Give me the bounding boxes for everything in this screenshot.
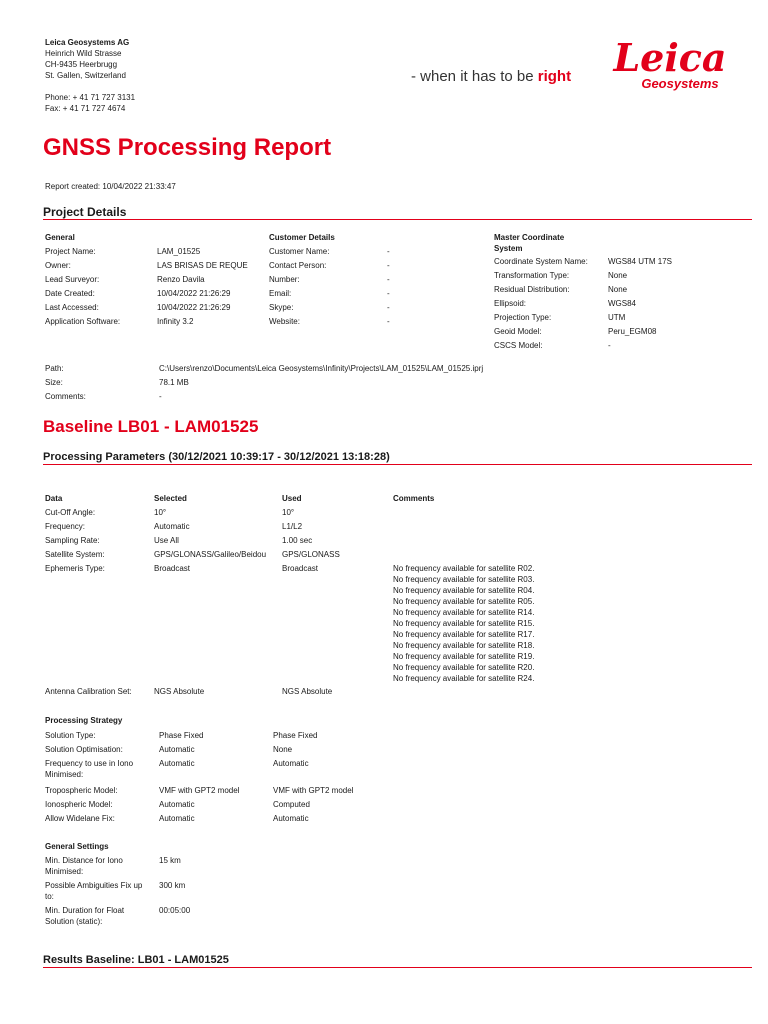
strategy-cell: VMF with GPT2 model [159, 786, 240, 795]
data-table-cell: Ephemeris Type: [45, 564, 105, 573]
general-settings-cell: 00:05:00 [159, 906, 191, 915]
comment-line: No frequency available for satellite R02. [393, 564, 535, 573]
master-cell: CSCS Model: [494, 341, 543, 350]
strategy-cell: Solution Type: [45, 731, 96, 740]
company-phone: Phone: + 41 71 727 3131 [45, 93, 136, 102]
strategy-cell: Phase Fixed [159, 731, 204, 740]
report-created: Report created: 10/04/2022 21:33:47 [45, 182, 176, 191]
customer-cell: - [387, 289, 390, 298]
comment-line: No frequency available for satellite R15. [393, 619, 535, 628]
strategy-cell: Tropospheric Model: [45, 786, 118, 795]
project-extra-cell: Size: [45, 378, 63, 387]
customer-cell: Contact Person: [269, 261, 327, 270]
tagline [411, 68, 571, 85]
comment-line: No frequency available for satellite R04. [393, 586, 535, 595]
data-table-cell: 10° [154, 508, 167, 517]
customer-cell: Skype: [269, 303, 294, 312]
data-table-header: Selected [154, 494, 187, 503]
project-extra-cell: Comments: [45, 392, 86, 401]
strategy-cell: Automatic [159, 800, 195, 809]
data-table-cell: Cut-Off Angle: [45, 508, 96, 517]
strategy-cell: Ionospheric Model: [45, 800, 113, 809]
comment-line: No frequency available for satellite R17. [393, 630, 535, 639]
report-title: GNSS Processing Report [43, 134, 332, 161]
project-extra-cell: Path: [45, 364, 64, 373]
general-cell: Infinity 3.2 [157, 317, 194, 326]
general-cell: LAS BRISAS DE REQUE [157, 261, 248, 270]
master-cell: Projection Type: [494, 313, 552, 322]
processing-parameters-rule [43, 464, 752, 465]
strategy-cell: VMF with GPT2 model [273, 786, 354, 795]
project-extra-cell: - [159, 392, 162, 401]
customer-cell: - [387, 275, 390, 284]
logo-word: Leica [613, 35, 727, 80]
master-cell: Coordinate System Name: [494, 257, 588, 266]
data-table-cell: Sampling Rate: [45, 536, 100, 545]
master-heading-line1: Master Coordinate [494, 233, 565, 242]
tagline-text: - when it has to be [411, 68, 538, 85]
master-cell: Ellipsoid: [494, 299, 527, 308]
data-table-header: Used [282, 494, 302, 503]
data-table-cell: Frequency: [45, 522, 86, 531]
data-table-cell: 10° [282, 508, 295, 517]
customer-cell: - [387, 303, 390, 312]
comment-line: No frequency available for satellite R20. [393, 663, 535, 672]
strategy-cell: Frequency to use in Iono Minimised: [45, 759, 134, 779]
data-table-cell: GPS/GLONASS [282, 550, 340, 559]
data-table-cell: Automatic [154, 522, 190, 531]
customer-cell: - [387, 317, 390, 326]
general-cell: Date Created: [45, 289, 95, 298]
general-cell: 10/04/2022 21:26:29 [157, 289, 231, 298]
comment-line: No frequency available for satellite R14. [393, 608, 535, 617]
company-name: Leica Geosystems AG [45, 38, 130, 47]
company-fax: Fax: + 41 71 727 4674 [45, 104, 126, 113]
customer-cell: - [387, 247, 390, 256]
strategy-cell: Phase Fixed [273, 731, 318, 740]
master-cell: WGS84 UTM 17S [608, 257, 673, 266]
strategy-cell: Automatic [273, 759, 309, 768]
comment-line: No frequency available for satellite R03. [393, 575, 535, 584]
master-heading-line2: System [494, 244, 523, 253]
data-table-cell: Satellite System: [45, 550, 105, 559]
general-settings-cell: Min. Duration for Float Solution (static): [45, 906, 125, 926]
general-heading: General [45, 233, 75, 242]
data-table-cell: Use All [154, 536, 179, 545]
processing-parameters-heading: Processing Parameters (30/12/2021 10:39:17 - 30/12/2021 13:18:28) [43, 451, 390, 463]
general-settings-cell: 300 km [159, 881, 186, 890]
customer-cell: Customer Name: [269, 247, 330, 256]
comment-line: No frequency available for satellite R24. [393, 674, 535, 683]
general-cell: Lead Surveyor: [45, 275, 100, 284]
results-rule [43, 967, 752, 968]
data-table-header: Comments [393, 494, 435, 503]
customer-cell: Website: [269, 317, 300, 326]
general-cell: Application Software: [45, 317, 121, 326]
customer-cell: Number: [269, 275, 300, 284]
general-settings-heading: General Settings [45, 842, 109, 851]
data-table-cell: GPS/GLONASS/Galileo/Beidou [154, 550, 267, 559]
tagline-emphasis: right [537, 68, 572, 85]
strategy-heading: Processing Strategy [45, 716, 123, 725]
comment-line: No frequency available for satellite R05. [393, 597, 535, 606]
master-cell: Residual Distribution: [494, 285, 570, 294]
master-cell: UTM [608, 313, 626, 322]
general-settings-cell: Min. Distance for Iono Minimised: [45, 856, 123, 876]
general-cell: 10/04/2022 21:26:29 [157, 303, 231, 312]
master-cell: None [608, 285, 628, 294]
leica-logo [610, 36, 730, 91]
strategy-cell: Automatic [159, 759, 195, 768]
baseline-title: Baseline LB01 - LAM01525 [43, 417, 259, 436]
logo-subtitle: Geosystems [641, 76, 719, 91]
comment-line: No frequency available for satellite R18. [393, 641, 535, 650]
company-country: St. Gallen, Switzerland [45, 71, 126, 80]
data-table-cell: Antenna Calibration Set: [45, 687, 132, 696]
general-cell: LAM_01525 [157, 247, 201, 256]
strategy-cell: Automatic [273, 814, 309, 823]
company-address [45, 37, 135, 114]
project-details-rule [43, 219, 752, 220]
master-cell: Transformation Type: [494, 271, 570, 280]
general-settings-cell: 15 km [159, 856, 181, 865]
master-cell: - [608, 341, 611, 350]
general-cell: Last Accessed: [45, 303, 99, 312]
project-extra-cell: C:\Users\renzo\Documents\Leica Geosystems\Infinity\Projects\LAM_01525\LAM_01525.iprj [159, 364, 484, 373]
master-cell: Peru_EGM08 [608, 327, 657, 336]
data-table-cell: Broadcast [282, 564, 319, 573]
customer-cell: Email: [269, 289, 292, 298]
data-table-cell: 1.00 sec [282, 536, 313, 545]
data-table-header: Data [45, 494, 63, 503]
strategy-cell: Solution Optimisation: [45, 745, 123, 754]
company-street: Heinrich Wild Strasse [45, 49, 122, 58]
master-cell: Geoid Model: [494, 327, 542, 336]
general-cell: Project Name: [45, 247, 96, 256]
data-table-cell: Broadcast [154, 564, 191, 573]
general-cell: Renzo Davila [157, 275, 205, 284]
project-details-heading: Project Details [43, 205, 127, 219]
general-cell: Owner: [45, 261, 71, 270]
strategy-cell: Computed [273, 800, 310, 809]
comment-line: No frequency available for satellite R19. [393, 652, 535, 661]
data-table-cell: L1/L2 [282, 522, 303, 531]
strategy-cell: None [273, 745, 293, 754]
master-cell: None [608, 271, 628, 280]
master-cell: WGS84 [608, 299, 637, 308]
project-extra-cell: 78.1 MB [159, 378, 189, 387]
data-table-cell: NGS Absolute [282, 687, 333, 696]
customer-heading: Customer Details [269, 233, 335, 242]
company-city: CH-9435 Heerbrugg [45, 60, 118, 69]
strategy-cell: Automatic [159, 814, 195, 823]
results-heading: Results Baseline: LB01 - LAM01525 [43, 954, 229, 966]
customer-cell: - [387, 261, 390, 270]
general-settings-cell: Possible Ambiguities Fix up to: [45, 881, 143, 901]
strategy-cell: Allow Widelane Fix: [45, 814, 115, 823]
data-table-cell: NGS Absolute [154, 687, 205, 696]
master-heading [494, 232, 564, 254]
strategy-cell: Automatic [159, 745, 195, 754]
